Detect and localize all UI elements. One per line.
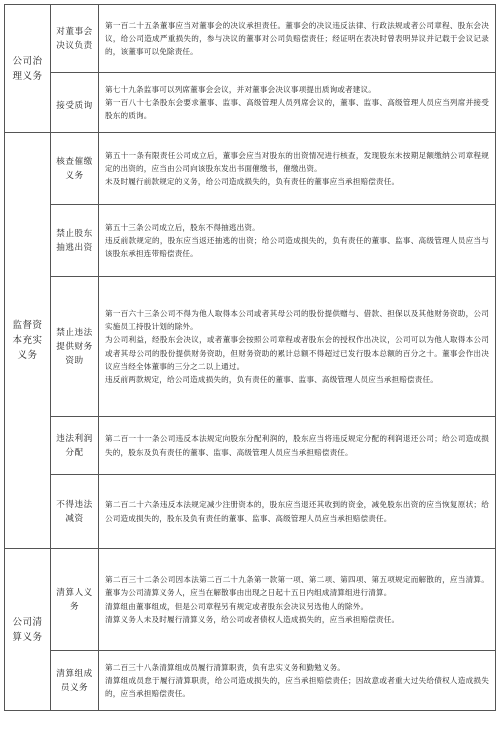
content-cell bbox=[99, 475, 496, 549]
content-paragraph: 第一百六十三条公司不得为他人取得本公司或者其母公司的股份提供赠与、借款、担保以及其他财务资助，公司实施员工持股计划的除外。 bbox=[105, 308, 489, 332]
item-label: 清算组成员义务 bbox=[56, 668, 93, 693]
item-label: 对董事会决议负责 bbox=[56, 26, 93, 51]
content-paragraph: 清算组成员怠于履行清算职责，给公司造成损失的，应当承担赔偿责任；因故意或者重大过失给债权人造成损失的，应当承担赔偿责任。 bbox=[105, 675, 489, 699]
item-cell bbox=[51, 133, 99, 205]
content-paragraph: 第五十一条有限责任公司成立后，董事会应当对股东的出资情况进行核查，发现股东未按期足额缴纳公司章程规定的出资的，应当由公司向该股东发出书面催缴书，催缴出资。 bbox=[105, 150, 489, 173]
content-paragraph: 第二百三十八条清算组成员履行清算职责，负有忠实义务和勤勉义务。 bbox=[105, 662, 346, 672]
content-paragraph: 第二百三十二条公司因本法第二百二十九条第一款第一项、第二项、第四项、第五项规定而解散的，应当清算。董事为公司清算义务人，应当在解散事由出现之日起十五日内组成清算组进行清算。 bbox=[105, 575, 489, 598]
category-cell-governance bbox=[5, 5, 51, 133]
item-cell bbox=[51, 475, 99, 549]
item-label: 禁止股东抽逃出资 bbox=[56, 228, 93, 253]
content-paragraph: 第五十三条公司成立后，股东不得抽逃出资。 bbox=[105, 222, 260, 232]
table-row bbox=[5, 277, 496, 417]
content-paragraph: 未及时履行前款规定的义务，给公司造成损失的，负有责任的董事应当承担赔偿责任。 bbox=[105, 177, 400, 187]
item-cell bbox=[51, 651, 99, 711]
category-label: 监督资本充实义务 bbox=[12, 320, 43, 361]
obligations-table bbox=[4, 4, 496, 711]
content-paragraph: 第一百八十七条股东会要求董事、监事、高级管理人员列席会议的，董事、监事、高级管理人员应当列席并接受股东的质询。 bbox=[105, 97, 489, 121]
content-paragraph: 第一百二十五条董事应当对董事会的决议承担责任。董事会的决议违反法律、行政法规或者公司章程、股东会决议，给公司造成严重损失的，参与决议的董事对公司负赔偿责任；经证明在表决时曾表明异议并记载于会议记录的，该董事可以免除责任。 bbox=[105, 20, 489, 57]
table-row bbox=[5, 133, 496, 205]
content-paragraph: 第二百一十一条公司违反本法规定向股东分配利润的，股东应当将违反规定分配的利润退还公司；给公司造成损失的，股东及负有责任的董事、监事、高级管理人员应当承担赔偿责任。 bbox=[105, 434, 489, 457]
item-label: 清算人义务 bbox=[56, 587, 93, 612]
category-cell-liquidation bbox=[5, 549, 51, 711]
content-paragraph: 第二百二十六条违反本法规定减少注册资本的，股东应当退还其收到的资金，减免股东出资的应当恢复原状；给公司造成损失的，股东及负有责任的董事、监事、高级管理人员应当承担赔偿责任。 bbox=[105, 500, 489, 523]
table-row bbox=[5, 651, 496, 711]
content-paragraph: 清算义务人未及时履行清算义务，给公司或者债权人造成损失的，应当承担赔偿责任。 bbox=[105, 614, 400, 624]
item-cell bbox=[51, 205, 99, 277]
table-row bbox=[5, 417, 496, 475]
category-cell-capital bbox=[5, 133, 51, 549]
item-cell bbox=[51, 417, 99, 475]
table-row bbox=[5, 549, 496, 651]
table-row bbox=[5, 205, 496, 277]
item-label: 核查催缴义务 bbox=[56, 156, 93, 181]
content-cell bbox=[99, 205, 496, 277]
content-paragraph: 违反前款规定的，股东应当返还抽逃的出资；给公司造成损失的，负有责任的董事、监事、高级管理人员应当与该股东承担连带赔偿责任。 bbox=[105, 235, 489, 259]
category-label: 公司治理义务 bbox=[12, 55, 43, 82]
content-cell bbox=[99, 133, 496, 205]
content-cell bbox=[99, 73, 496, 133]
content-cell bbox=[99, 651, 496, 711]
item-label: 禁止违法提供财务资助 bbox=[56, 327, 93, 366]
item-label: 接受质询 bbox=[56, 100, 93, 111]
item-label: 违法利润分配 bbox=[56, 433, 93, 458]
table-row bbox=[5, 5, 496, 73]
content-paragraph: 为公司利益，经股东会决议，或者董事会按照公司章程或者股东会的授权作出决议，公司可以为他人取得本公司或者其母公司的股份提供财务资助，但财务资助的累计总额不得超过已发行股本总额的百分之十。董事会作出决议应当经全体董事的三分之二以上通过。 bbox=[105, 335, 489, 371]
category-label: 公司清算义务 bbox=[12, 616, 43, 643]
table-row bbox=[5, 73, 496, 133]
item-cell bbox=[51, 73, 99, 133]
content-paragraph: 清算组由董事组成，但是公司章程另有规定或者股东会决议另选他人的除外。 bbox=[105, 601, 369, 611]
item-cell bbox=[51, 277, 99, 417]
content-cell bbox=[99, 277, 496, 417]
content-paragraph: 第七十九条监事可以列席董事会会议，并对董事会决议事项提出质询或者建议。 bbox=[105, 84, 377, 94]
content-cell bbox=[99, 417, 496, 475]
content-paragraph: 违反前两款规定，给公司造成损失的，负有责任的董事、监事、高级管理人员应当承担赔偿责任。 bbox=[105, 374, 438, 384]
table-row bbox=[5, 475, 496, 549]
content-cell bbox=[99, 5, 496, 73]
item-cell bbox=[51, 549, 99, 651]
item-cell bbox=[51, 5, 99, 73]
item-label: 不得违法减资 bbox=[56, 499, 93, 524]
content-cell bbox=[99, 549, 496, 651]
